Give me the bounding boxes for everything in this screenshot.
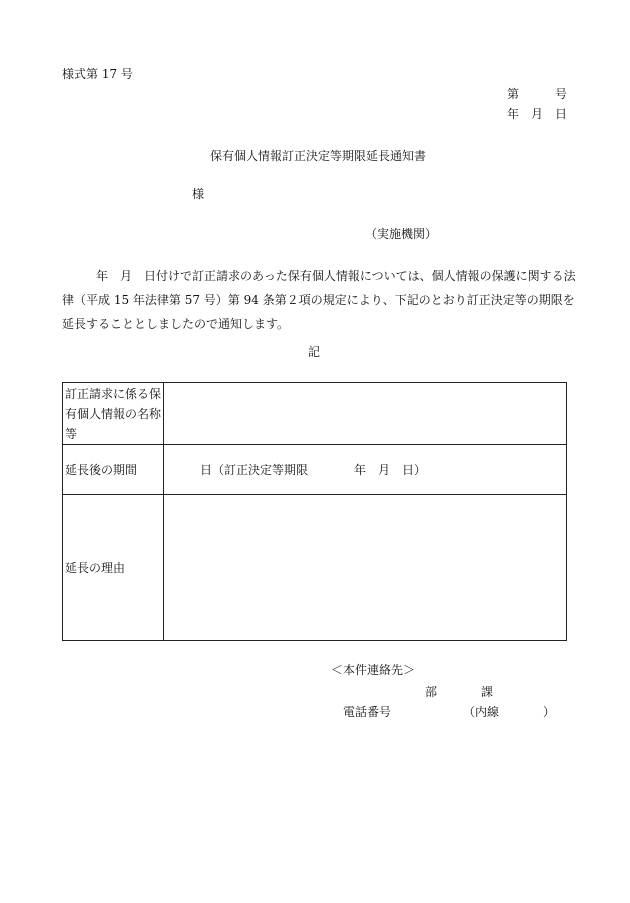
issue-date xyxy=(507,108,567,120)
document-number xyxy=(507,88,567,100)
extension-open: （内線 xyxy=(463,705,500,719)
extension-close: ） xyxy=(543,705,556,719)
contact-department xyxy=(425,686,493,698)
phone-label: 電話番号 xyxy=(343,705,392,719)
agency-label: （実施機関） xyxy=(365,227,438,241)
doc-no-suffix: 号 xyxy=(555,87,568,101)
correction-deadline-date: 年 月 日） xyxy=(354,463,427,477)
table-row xyxy=(63,495,567,641)
date-day: 日 xyxy=(555,107,568,121)
form-number: 様式第 17 号 xyxy=(62,67,133,81)
contact-heading: ＜本件連絡先＞ xyxy=(331,663,416,677)
personal-info-name-label: 訂正請求に係る保有個人情報の名称等 xyxy=(63,383,164,445)
ki-heading: 記 xyxy=(308,345,321,359)
notice-body-text: 年 月 日付けで訂正請求のあった保有個人情報については、個人情報の保護に関する法律（平成 15 年法律第 57 号）第 94 条第２項の規定により、下記のとおり訂正決定等の期限を延長することとしましたので通知します。 xyxy=(62,269,576,331)
date-year: 年 xyxy=(507,107,520,121)
personal-info-name-value xyxy=(164,383,567,445)
extended-period-value xyxy=(164,445,567,495)
contact-phone xyxy=(343,706,555,718)
dept-label: 部 xyxy=(425,685,438,699)
document-title: 保有個人情報訂正決定等期限延長通知書 xyxy=(210,149,427,163)
extension-reason-value xyxy=(164,495,567,641)
extended-period-days: 日（訂正決定等期限 xyxy=(200,463,309,477)
recipient-suffix: 様 xyxy=(192,187,205,201)
date-month: 月 xyxy=(531,107,544,121)
table-row xyxy=(63,445,567,495)
extension-info-table xyxy=(62,382,567,641)
doc-no-prefix: 第 xyxy=(507,87,520,101)
section-label: 課 xyxy=(481,685,494,699)
table-row xyxy=(63,383,567,445)
extended-period-label: 延長後の期間 xyxy=(63,445,164,495)
extension-reason-label: 延長の理由 xyxy=(63,495,164,641)
